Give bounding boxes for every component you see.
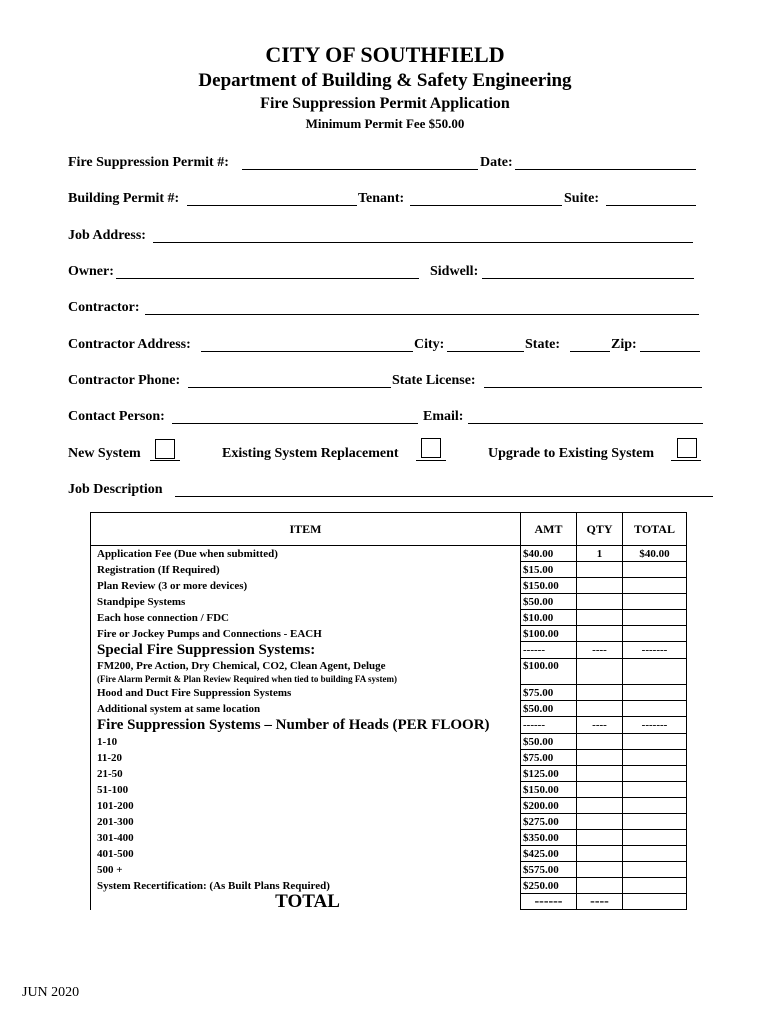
table-row: [91, 766, 687, 782]
item-label: System Recertification: (As Built Plans Required): [97, 879, 330, 892]
contact-person-field[interactable]: [172, 423, 418, 424]
item-cell: [91, 878, 521, 894]
zip-label: Zip:: [611, 337, 637, 352]
item-cell: [91, 562, 521, 578]
sidwell-field[interactable]: [482, 278, 694, 279]
contractor-phone-label: Contractor Phone:: [68, 373, 181, 388]
qty-cell[interactable]: [577, 659, 623, 685]
email-field[interactable]: [468, 423, 703, 424]
item-cell: [91, 766, 521, 782]
qty-cell[interactable]: [577, 610, 623, 626]
fire-permit-field[interactable]: [242, 169, 478, 170]
amt-cell: $200.00: [521, 798, 577, 814]
item-label: 500 +: [97, 863, 123, 876]
qty-cell[interactable]: [577, 578, 623, 594]
item-cell: [91, 798, 521, 814]
amt-cell: $350.00: [521, 830, 577, 846]
city-label: City:: [414, 337, 445, 352]
item-note: (Fire Alarm Permit & Plan Review Required when tied to building FA system): [97, 673, 397, 684]
item-label: Each hose connection / FDC: [97, 611, 229, 624]
table-row: [91, 862, 687, 878]
amt-cell: $275.00: [521, 814, 577, 830]
amt-cell: $250.00: [521, 878, 577, 894]
qty-cell[interactable]: [577, 701, 623, 717]
state-field[interactable]: [570, 351, 610, 352]
total-cell[interactable]: [623, 659, 687, 685]
new-system-checkbox[interactable]: [155, 439, 175, 459]
table-row: [91, 578, 687, 594]
item-cell: [91, 685, 521, 701]
total-item-cell: TOTAL: [91, 894, 521, 910]
qty-cell[interactable]: ----: [577, 717, 623, 734]
zip-field[interactable]: [640, 351, 700, 352]
amt-cell: $50.00: [521, 734, 577, 750]
total-cell[interactable]: [623, 862, 687, 878]
total-amt-cell: ------: [521, 894, 577, 910]
new-system-label: New System: [68, 446, 141, 461]
qty-cell[interactable]: [577, 814, 623, 830]
amt-cell: $150.00: [521, 782, 577, 798]
qty-cell[interactable]: 1: [577, 546, 623, 562]
total-qty-cell: ----: [577, 894, 623, 910]
contractor-phone-field[interactable]: [188, 387, 391, 388]
existing-replacement-checkbox[interactable]: [421, 438, 441, 458]
qty-cell[interactable]: [577, 782, 623, 798]
qty-cell[interactable]: [577, 562, 623, 578]
upgrade-existing-label: Upgrade to Existing System: [488, 446, 655, 461]
item-label: Registration (If Required): [97, 563, 220, 576]
contractor-label: Contractor:: [68, 300, 140, 315]
item-cell: [91, 814, 521, 830]
table-row: [91, 782, 687, 798]
total-cell[interactable]: [623, 578, 687, 594]
table-row: [91, 830, 687, 846]
item-label: 301-400: [97, 831, 134, 844]
contractor-address-field[interactable]: [201, 351, 413, 352]
qty-cell[interactable]: [577, 846, 623, 862]
amt-cell: ------: [521, 717, 577, 734]
item-cell: [91, 750, 521, 766]
total-cell[interactable]: [623, 766, 687, 782]
form-title: Fire Suppression Permit Application: [260, 95, 510, 112]
total-cell[interactable]: [623, 878, 687, 894]
amt-cell: $100.00: [521, 626, 577, 642]
total-cell[interactable]: [623, 814, 687, 830]
item-header: ITEM: [91, 513, 521, 546]
total-cell[interactable]: [623, 626, 687, 642]
item-label: Standpipe Systems: [97, 595, 186, 608]
item-label: 1-10: [97, 735, 118, 748]
total-cell[interactable]: [623, 750, 687, 766]
item-label: Hood and Duct Fire Suppression Systems: [97, 686, 292, 699]
item-cell: [91, 642, 521, 659]
total-header: TOTAL: [623, 513, 687, 546]
item-label: Additional system at same location: [97, 702, 261, 715]
table-row: [91, 659, 687, 685]
new-system-underline: [150, 460, 180, 461]
building-permit-label: Building Permit #:: [68, 191, 180, 206]
amt-cell: $40.00: [521, 546, 577, 562]
upgrade-existing-checkbox[interactable]: [677, 438, 697, 458]
building-permit-field[interactable]: [187, 205, 357, 206]
owner-label: Owner:: [68, 264, 114, 279]
amt-cell: $10.00: [521, 610, 577, 626]
table-row: [91, 878, 687, 894]
table-row: [91, 610, 687, 626]
total-cell[interactable]: [623, 782, 687, 798]
total-cell[interactable]: -------: [623, 717, 687, 734]
job-description-field[interactable]: [175, 496, 713, 497]
item-label: Fire or Jockey Pumps and Connections - EACH: [97, 627, 322, 640]
item-cell: [91, 659, 521, 685]
amt-cell: $100.00: [521, 659, 577, 685]
qty-cell[interactable]: [577, 626, 623, 642]
total-cell[interactable]: -------: [623, 642, 687, 659]
qty-cell[interactable]: [577, 685, 623, 701]
tenant-label: Tenant:: [358, 191, 405, 206]
table-row: [91, 685, 687, 701]
item-label: 11-20: [97, 751, 123, 764]
amt-cell: $425.00: [521, 846, 577, 862]
sidwell-label: Sidwell:: [430, 264, 479, 279]
item-label: 101-200: [97, 799, 134, 812]
tenant-field[interactable]: [410, 205, 562, 206]
owner-field[interactable]: [116, 278, 419, 279]
job-address-field[interactable]: [153, 242, 693, 243]
qty-cell[interactable]: [577, 862, 623, 878]
suite-field[interactable]: [606, 205, 696, 206]
qty-cell[interactable]: [577, 734, 623, 750]
item-cell: [91, 782, 521, 798]
table-row: [91, 594, 687, 610]
qty-header: QTY: [577, 513, 623, 546]
total-cell[interactable]: [623, 594, 687, 610]
total-cell[interactable]: [623, 610, 687, 626]
table-row: [91, 546, 687, 562]
amt-cell: $75.00: [521, 685, 577, 701]
item-label: Application Fee (Due when submitted): [97, 547, 278, 560]
total-cell[interactable]: [623, 734, 687, 750]
table-row: [91, 562, 687, 578]
department-title: Department of Building & Safety Engineering: [198, 70, 572, 91]
minimum-fee-note: Minimum Permit Fee $50.00: [305, 116, 465, 131]
job-description-label: Job Description: [68, 482, 163, 497]
upgrade-existing-underline: [671, 460, 701, 461]
total-cell[interactable]: [623, 830, 687, 846]
total-cell[interactable]: [623, 685, 687, 701]
state-license-label: State License:: [392, 373, 476, 388]
item-cell: [91, 734, 521, 750]
amt-cell: $150.00: [521, 578, 577, 594]
state-license-field[interactable]: [484, 387, 702, 388]
amt-cell: $125.00: [521, 766, 577, 782]
item-label: 51-100: [97, 783, 129, 796]
amt-cell: ------: [521, 642, 577, 659]
total-cell[interactable]: [623, 846, 687, 862]
item-label: FM200, Pre Action, Dry Chemical, CO2, Clean Agent, Deluge: [97, 659, 386, 672]
table-row: [91, 798, 687, 814]
qty-cell[interactable]: [577, 798, 623, 814]
existing-replacement-underline: [416, 460, 446, 461]
amt-cell: $575.00: [521, 862, 577, 878]
contractor-address-label: Contractor Address:: [68, 337, 191, 352]
fee-table: [90, 512, 687, 910]
city-title: CITY OF SOUTHFIELD: [265, 42, 505, 67]
date-label: Date:: [480, 155, 513, 170]
item-label: 201-300: [97, 815, 134, 828]
fire-permit-label: Fire Suppression Permit #:: [68, 155, 229, 170]
total-cell[interactable]: [623, 562, 687, 578]
amt-header: AMT: [521, 513, 577, 546]
suite-label: Suite:: [564, 191, 599, 206]
table-row: [91, 846, 687, 862]
amt-cell: $15.00: [521, 562, 577, 578]
contractor-field[interactable]: [145, 314, 699, 315]
qty-cell[interactable]: [577, 830, 623, 846]
total-row: [91, 894, 687, 910]
table-row: [91, 642, 687, 659]
item-label: Plan Review (3 or more devices): [97, 579, 248, 592]
item-cell: [91, 830, 521, 846]
item-cell: [91, 701, 521, 717]
item-cell: [91, 578, 521, 594]
item-cell: [91, 626, 521, 642]
contact-person-label: Contact Person:: [68, 409, 165, 424]
amt-cell: $50.00: [521, 594, 577, 610]
total-cell[interactable]: [623, 701, 687, 717]
table-row: [91, 626, 687, 642]
qty-cell[interactable]: ----: [577, 642, 623, 659]
item-label: Fire Suppression Systems – Number of Heads (PER FLOOR): [97, 717, 490, 733]
amt-cell: $75.00: [521, 750, 577, 766]
qty-cell[interactable]: [577, 594, 623, 610]
total-cell[interactable]: $40.00: [623, 546, 687, 562]
qty-cell[interactable]: [577, 750, 623, 766]
table-row: [91, 717, 687, 734]
item-label: 401-500: [97, 847, 134, 860]
existing-replacement-label: Existing System Replacement: [222, 446, 399, 461]
item-cell: [91, 717, 521, 734]
item-cell: [91, 862, 521, 878]
city-field[interactable]: [447, 351, 524, 352]
table-row: [91, 750, 687, 766]
total-total-cell[interactable]: [623, 894, 687, 910]
date-field[interactable]: [515, 169, 696, 170]
total-cell[interactable]: [623, 798, 687, 814]
item-cell: [91, 610, 521, 626]
job-address-label: Job Address:: [68, 228, 146, 243]
item-label: Special Fire Suppression Systems:: [97, 642, 316, 658]
email-label: Email:: [423, 409, 464, 424]
qty-cell[interactable]: [577, 766, 623, 782]
item-label: 21-50: [97, 767, 123, 780]
table-row: [91, 734, 687, 750]
table-row: [91, 814, 687, 830]
state-label: State:: [525, 337, 560, 352]
revision-date: JUN 2020: [22, 985, 80, 1000]
item-cell: [91, 594, 521, 610]
amt-cell: $50.00: [521, 701, 577, 717]
table-row: [91, 701, 687, 717]
item-cell: [91, 846, 521, 862]
item-cell: [91, 546, 521, 562]
qty-cell[interactable]: [577, 878, 623, 894]
